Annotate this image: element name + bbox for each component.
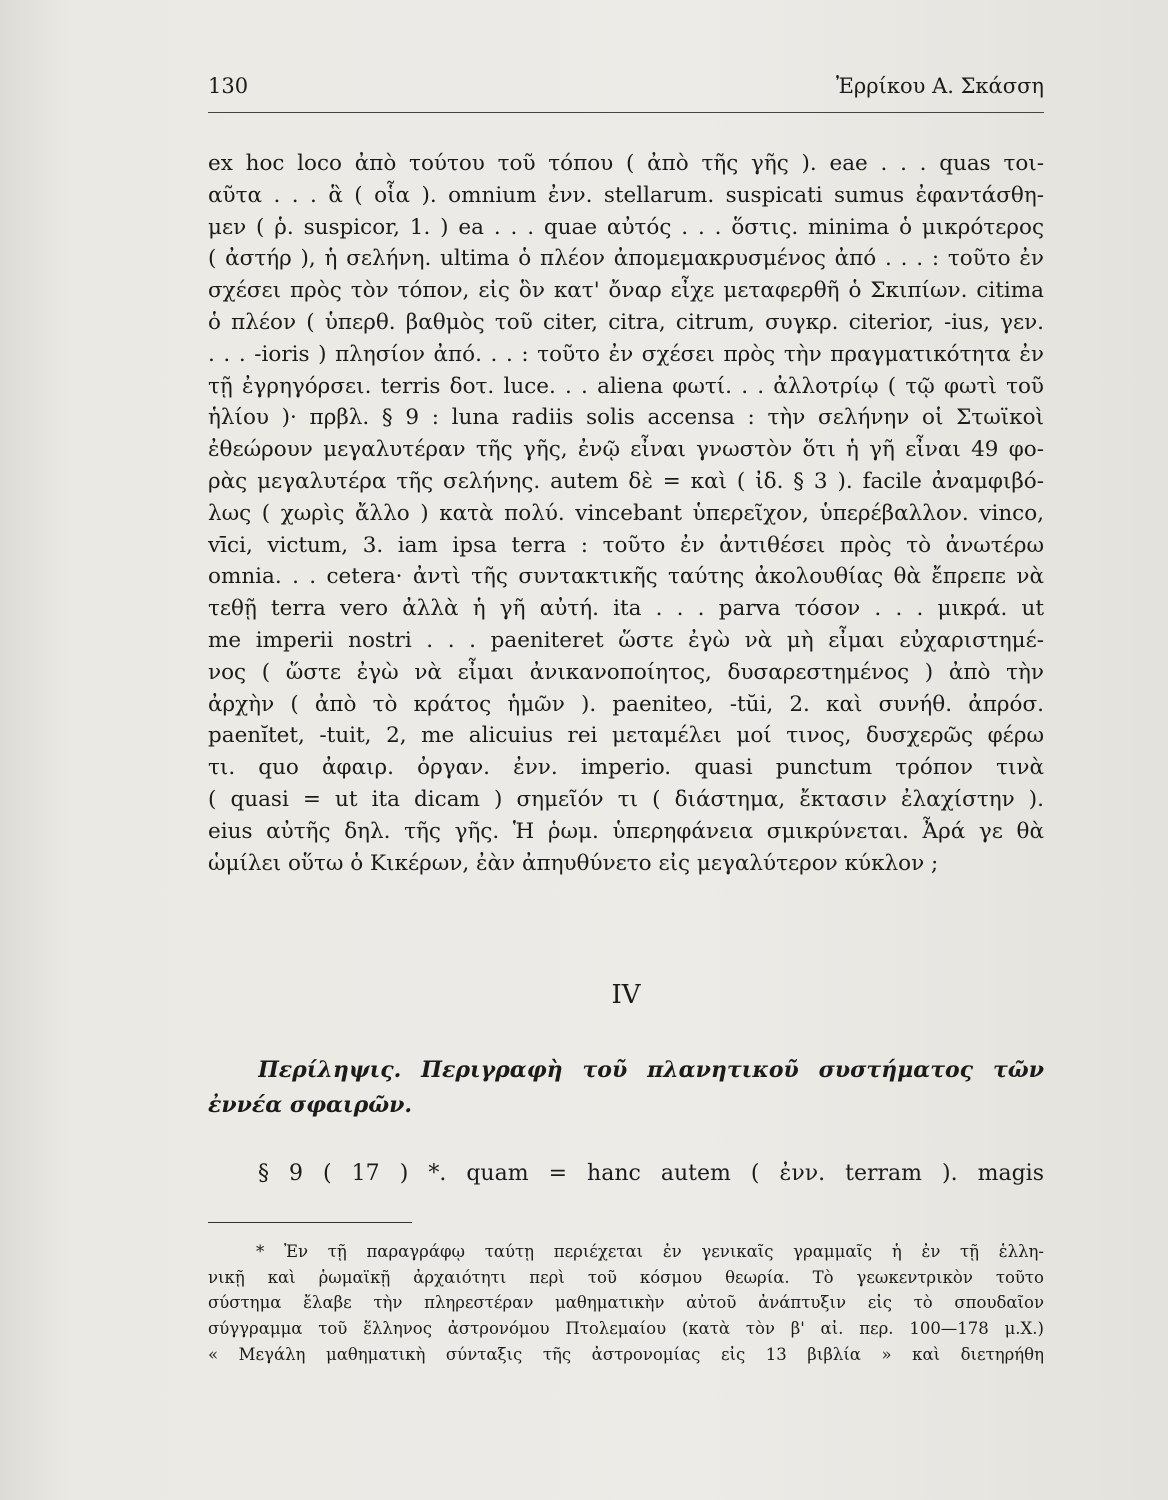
footnote xyxy=(208,1239,1044,1368)
text-line: ἀρχὴν ( ἀπὸ τὸ κράτος ἡμῶν ). paeniteo, -tŭi, 2. καὶ συνήθ. ἀπρόσ. xyxy=(208,691,1044,717)
footnote-rule xyxy=(208,1222,412,1223)
text-line: ( quasi = ut ita dicam ) σημεῖόν τι ( διάστημα, ἔκτασιν ἐλαχίστην ). xyxy=(208,786,1044,812)
commentary-text xyxy=(208,148,1044,879)
text-line: paenĭtet, -tuit, 2, me alicuius rei μεταμέλει μοί τινος, δυσχερῶς φέρω xyxy=(208,723,1044,749)
text-line: ἡλίου )· πρβλ. § 9 : luna radiis solis accensa : τὴν σελήνην οἱ Στωϊκοὶ xyxy=(208,405,1044,431)
section-paragraph xyxy=(258,1158,1044,1190)
summary-line: Περίληψις. Περιγραφὴ τοῦ πλανητικοῦ συστήματος τῶν xyxy=(258,1057,1044,1083)
text-line: omnia. . . cetera· ἀντὶ τῆς συντακτικῆς ταύτης ἀκολουθίας θὰ ἔπρεπε νὰ xyxy=(208,564,1044,590)
text-line: τι. quo ἀφαιρ. ὀργαν. ἐνν. imperio. quasi punctum τρόπον τινὰ xyxy=(208,755,1044,781)
footnote-line: * Ἐν τῇ παραγράφῳ ταύτῃ περιέχεται ἐν γενικαῖς γραμμαῖς ἡ ἐν τῇ ἑλλη- xyxy=(256,1242,1044,1261)
paragraph-line: § 9 ( 17 ) *. quam = hanc autem ( ἐνν. terram ). magis xyxy=(258,1161,1044,1186)
text-line: σχέσει πρὸς τὸν τόπον, εἰς ὃν κατ' ὄναρ εἶχε μεταφερθῆ ὁ Σκιπίων. citima xyxy=(208,278,1044,304)
text-line: ὡμίλει οὕτω ὁ Κικέρων, ἐὰν ἀπηυθύνετο εἰς μεγαλύτερον κύκλον ; xyxy=(208,850,939,876)
section-summary xyxy=(208,1053,1044,1123)
running-title: Ἐρρίκου Α. Σκάσση xyxy=(836,74,1044,98)
text-line: ὁ πλέον ( ὑπερθ. βαθμὸς τοῦ citer, citra, citrum, συγκρ. citerior, -ius, γεν. xyxy=(208,309,1044,335)
text-line: μεν ( ῥ. suspicor, 1. ) ea . . . quae αὐτός . . . ὅστις. minima ὁ μικρότερος xyxy=(208,214,1044,240)
footnote-line: σύστημα ἔλαβε τὴν πληρεστέραν μαθηματικὴν αὐτοῦ ἀνάπτυξιν εἰς τὸ σπουδαῖον xyxy=(208,1293,1044,1313)
footnote-line: « Μεγάλη μαθηματικὴ σύνταξις τῆς ἀστρονομίας εἰς 13 βιβλία » καὶ διετηρήθη xyxy=(208,1344,1044,1364)
page-header xyxy=(208,74,1044,110)
footnote-line: νικῇ καὶ ῥωμαϊκῇ ἀρχαιότητι περὶ τοῦ κόσμου θεωρία. Τὸ γεωκεντρικὸν τοῦτο xyxy=(208,1267,1044,1287)
summary-line: ἐννέα σφαιρῶν. xyxy=(208,1092,413,1118)
text-line: τῇ ἐγρηγόρσει. terris δοτ. luce. . . aliena φωτί. . . ἀλλοτρίῳ ( τῷ φωτὶ τοῦ xyxy=(208,373,1044,399)
text-line: αῦτα . . . ἃ ( οἷα ). omnium ἐνν. stellarum. suspicati sumus ἐφαντάσθη- xyxy=(208,182,1044,208)
text-line: ἐθεώρουν μεγαλυτέραν τῆς γῆς, ἐνῷ εἶναι γνωστὸν ὅτι ἡ γῆ εἶναι 49 φο- xyxy=(208,437,1044,463)
text-line: ex hoc loco ἀπὸ τούτου τοῦ τόπου ( ἀπὸ τῆς γῆς ). eae . . . quas τοι- xyxy=(208,151,1044,176)
text-line: . . . -ioris ) πλησίον ἀπό. . . : τοῦτο ἐν σχέσει πρὸς τὴν πραγματικότητα ἐν xyxy=(208,341,1044,367)
section-numeral: IV xyxy=(611,980,641,1010)
text-line: ( ἀστήρ ), ἡ σελήνη. ultima ὁ πλέον ἀπομεμακρυσμένος ἀπό . . . : τοῦτο ἐν xyxy=(208,246,1044,272)
text-line: λως ( χωρὶς ἄλλο ) κατὰ πολύ. vincebant ὑπερεῖχον, ὑπερέβαλλον. vinco, xyxy=(208,500,1044,526)
text-line: vīci, victum, 3. iam ipsa terra : τοῦτο ἐν ἀντιθέσει πρὸς τὸ ἀνωτέρω xyxy=(208,532,1044,558)
text-line: ρὰς μεγαλυτέρα τῆς σελήνης. autem δὲ = καὶ ( ἰδ. § 3 ). facile ἀναμφιβό- xyxy=(208,468,1044,494)
text-line: me imperii nostri . . . paeniteret ὥστε ἐγὼ νὰ μὴ εἶμαι εὐχαριστημέ- xyxy=(208,627,1044,653)
footnote-line: σύγγραμμα τοῦ ἕλληνος ἀστρονόμου Πτολεμαίου (κατὰ τὸν β' αἰ. περ. 100—178 μ.Χ.) xyxy=(208,1319,1044,1339)
text-line: τεθῇ terra vero ἀλλὰ ἡ γῆ αὐτή. ita . . . parva τόσον . . . μικρά. ut xyxy=(208,596,1044,622)
page-number: 130 xyxy=(208,74,249,98)
text-line: eius αὐτῆς δηλ. τῆς γῆς. Ἡ ῥωμ. ὑπερηφάνεια σμικρύνεται. Ἆρά γε θὰ xyxy=(208,818,1044,844)
header-rule xyxy=(208,112,1044,113)
text-line: νος ( ὥστε ἐγὼ νὰ εἶμαι ἀνικανοποίητος, δυσαρεστημένος ) ἀπὸ τὴν xyxy=(208,659,1044,685)
